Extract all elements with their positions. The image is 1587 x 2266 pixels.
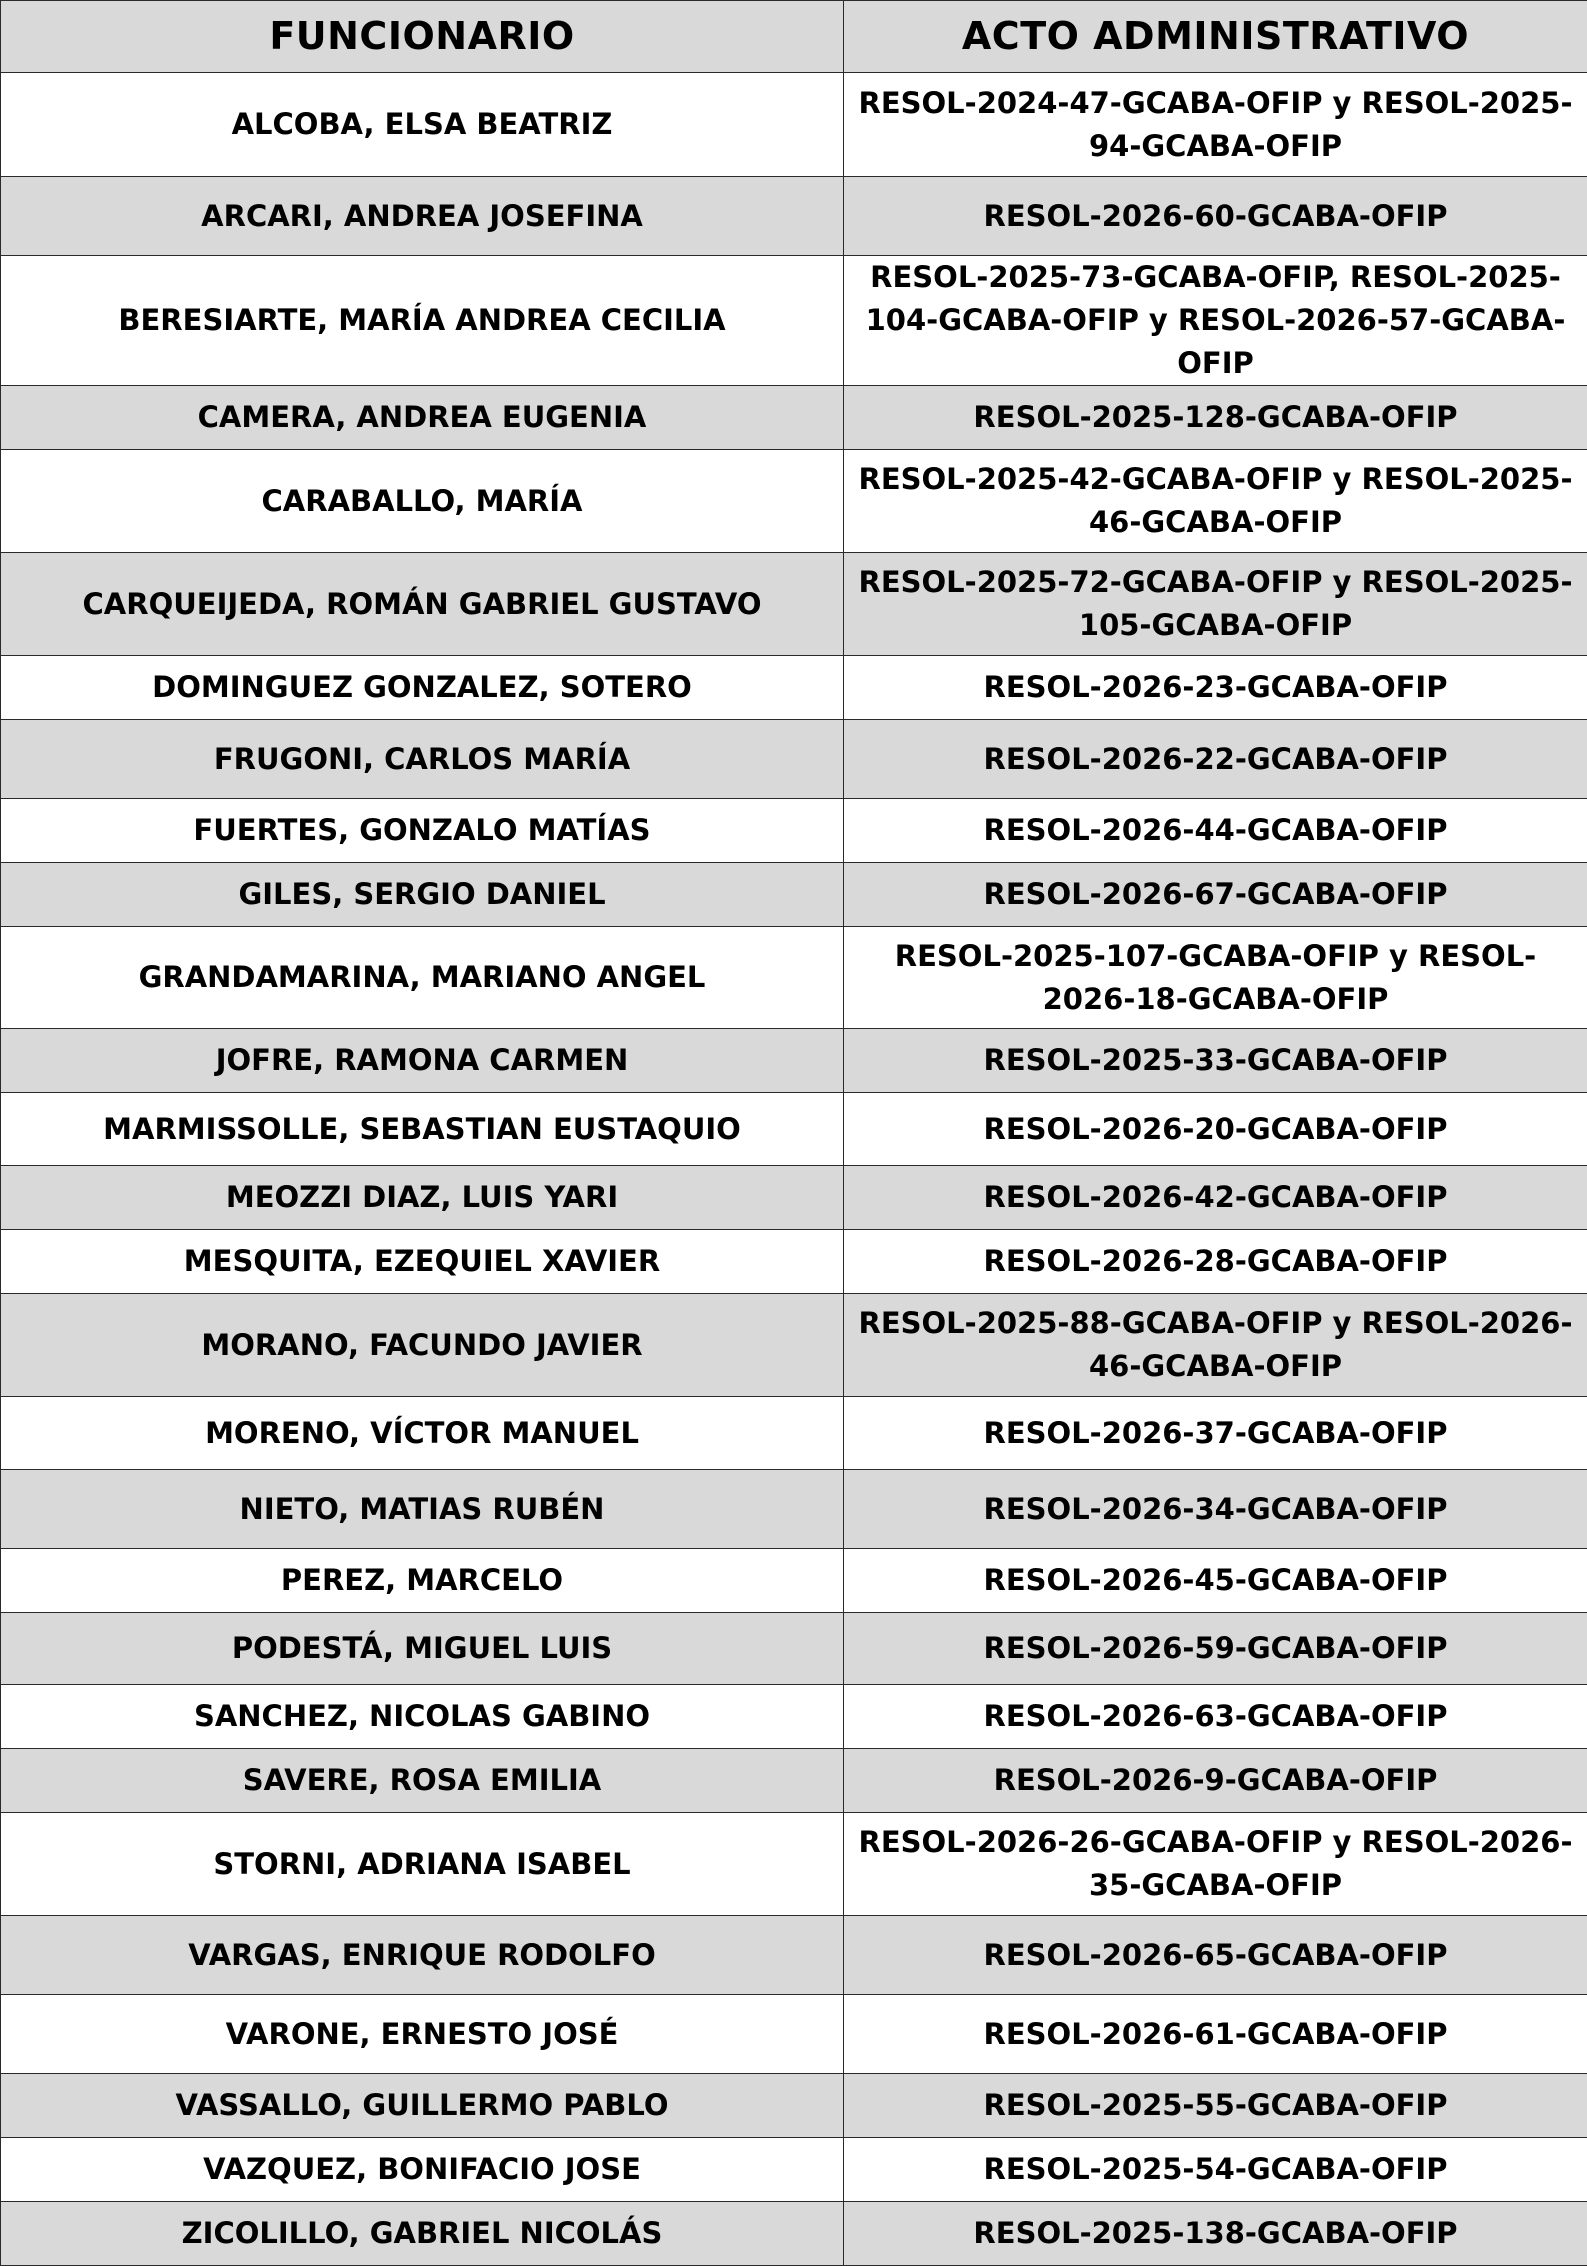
acto-administrativo-cell: RESOL-2026-45-GCABA-OFIP: [844, 1549, 1587, 1613]
table-row: [1, 1749, 1587, 1813]
funcionario-cell: BERESIARTE, MARÍA ANDREA CECILIA: [1, 256, 844, 386]
funcionario-cell: PEREZ, MARCELO: [1, 1549, 844, 1613]
table-row: [1, 1813, 1587, 1916]
funcionario-cell: SANCHEZ, NICOLAS GABINO: [1, 1685, 844, 1749]
table-row: [1, 927, 1587, 1029]
table-row: [1, 656, 1587, 720]
acto-administrativo-cell: RESOL-2026-65-GCABA-OFIP: [844, 1916, 1587, 1995]
funcionario-cell: MEOZZI DIAZ, LUIS YARI: [1, 1166, 844, 1230]
table-row: [1, 553, 1587, 656]
acto-administrativo-cell: RESOL-2026-63-GCABA-OFIP: [844, 1685, 1587, 1749]
table-row: [1, 1470, 1587, 1549]
acto-administrativo-cell: RESOL-2026-28-GCABA-OFIP: [844, 1230, 1587, 1294]
funcionario-cell: FRUGONI, CARLOS MARÍA: [1, 720, 844, 799]
table-row: [1, 1029, 1587, 1093]
acto-administrativo-cell: RESOL-2025-72-GCABA-OFIP y RESOL-2025-105-GCABA-OFIP: [844, 553, 1587, 656]
acto-administrativo-cell: RESOL-2026-59-GCABA-OFIP: [844, 1613, 1587, 1685]
funcionario-cell: CAMERA, ANDREA EUGENIA: [1, 386, 844, 450]
table-row: [1, 720, 1587, 799]
acto-administrativo-cell: RESOL-2026-9-GCABA-OFIP: [844, 1749, 1587, 1813]
table-row: [1, 1995, 1587, 2074]
table-row: [1, 1093, 1587, 1166]
acto-administrativo-cell: RESOL-2026-42-GCABA-OFIP: [844, 1166, 1587, 1230]
table-row: [1, 1685, 1587, 1749]
table-row: [1, 1294, 1587, 1397]
funcionario-cell: VASSALLO, GUILLERMO PABLO: [1, 2074, 844, 2138]
funcionario-cell: SAVERE, ROSA EMILIA: [1, 1749, 844, 1813]
table-row: [1, 1230, 1587, 1294]
funcionario-cell: VAZQUEZ, BONIFACIO JOSE: [1, 2138, 844, 2202]
table-row: [1, 1549, 1587, 1613]
table-row: [1, 177, 1587, 256]
funcionario-cell: GRANDAMARINA, MARIANO ANGEL: [1, 927, 844, 1029]
acto-administrativo-cell: RESOL-2025-128-GCABA-OFIP: [844, 386, 1587, 450]
funcionario-cell: MESQUITA, EZEQUIEL XAVIER: [1, 1230, 844, 1294]
acto-administrativo-cell: RESOL-2026-22-GCABA-OFIP: [844, 720, 1587, 799]
acto-administrativo-cell: RESOL-2025-107-GCABA-OFIP y RESOL-2026-18-GCABA-OFIP: [844, 927, 1587, 1029]
funcionario-cell: CARQUEIJEDA, ROMÁN GABRIEL GUSTAVO: [1, 553, 844, 656]
table-row: [1, 1613, 1587, 1685]
funcionario-cell: JOFRE, RAMONA CARMEN: [1, 1029, 844, 1093]
funcionario-cell: MORENO, VÍCTOR MANUEL: [1, 1397, 844, 1470]
acto-administrativo-cell: RESOL-2025-73-GCABA-OFIP, RESOL-2025-104-GCABA-OFIP y RESOL-2026-57-GCABA-OFIP: [844, 256, 1587, 386]
acto-administrativo-cell: RESOL-2026-26-GCABA-OFIP y RESOL-2026-35-GCABA-OFIP: [844, 1813, 1587, 1916]
acto-administrativo-cell: RESOL-2026-67-GCABA-OFIP: [844, 863, 1587, 927]
acto-administrativo-cell: RESOL-2025-138-GCABA-OFIP: [844, 2202, 1587, 2266]
funcionario-cell: VARONE, ERNESTO JOSÉ: [1, 1995, 844, 2074]
funcionario-cell: NIETO, MATIAS RUBÉN: [1, 1470, 844, 1549]
table-row: [1, 2202, 1587, 2266]
table-row: [1, 1397, 1587, 1470]
funcionario-cell: MARMISSOLLE, SEBASTIAN EUSTAQUIO: [1, 1093, 844, 1166]
acto-administrativo-cell: RESOL-2026-34-GCABA-OFIP: [844, 1470, 1587, 1549]
funcionario-cell: DOMINGUEZ GONZALEZ, SOTERO: [1, 656, 844, 720]
table-row: [1, 2138, 1587, 2202]
table-row: [1, 1166, 1587, 1230]
acto-administrativo-cell: RESOL-2025-42-GCABA-OFIP y RESOL-2025-46-GCABA-OFIP: [844, 450, 1587, 553]
table-row: [1, 256, 1587, 386]
acto-administrativo-cell: RESOL-2025-88-GCABA-OFIP y RESOL-2026-46-GCABA-OFIP: [844, 1294, 1587, 1397]
funcionario-cell: STORNI, ADRIANA ISABEL: [1, 1813, 844, 1916]
acto-administrativo-cell: RESOL-2025-54-GCABA-OFIP: [844, 2138, 1587, 2202]
acto-administrativo-cell: RESOL-2026-44-GCABA-OFIP: [844, 799, 1587, 863]
acto-administrativo-cell: RESOL-2025-33-GCABA-OFIP: [844, 1029, 1587, 1093]
funcionario-cell: CARABALLO, MARÍA: [1, 450, 844, 553]
funcionario-cell: ARCARI, ANDREA JOSEFINA: [1, 177, 844, 256]
acto-administrativo-cell: RESOL-2026-23-GCABA-OFIP: [844, 656, 1587, 720]
acto-administrativo-cell: RESOL-2026-61-GCABA-OFIP: [844, 1995, 1587, 2074]
table-body: [1, 73, 1587, 2266]
table-row: [1, 799, 1587, 863]
funcionario-cell: PODESTÁ, MIGUEL LUIS: [1, 1613, 844, 1685]
header-funcionario: FUNCIONARIO: [1, 1, 844, 73]
funcionario-cell: MORANO, FACUNDO JAVIER: [1, 1294, 844, 1397]
acto-administrativo-cell: RESOL-2024-47-GCABA-OFIP y RESOL-2025-94-GCABA-OFIP: [844, 73, 1587, 177]
funcionario-cell: GILES, SERGIO DANIEL: [1, 863, 844, 927]
table-row: [1, 863, 1587, 927]
funcionario-cell: ZICOLILLO, GABRIEL NICOLÁS: [1, 2202, 844, 2266]
table-row: [1, 1916, 1587, 1995]
table-row: [1, 2074, 1587, 2138]
header-row: [1, 1, 1587, 73]
table-row: [1, 386, 1587, 450]
acto-administrativo-cell: RESOL-2025-55-GCABA-OFIP: [844, 2074, 1587, 2138]
acto-administrativo-cell: RESOL-2026-60-GCABA-OFIP: [844, 177, 1587, 256]
header-acto-administrativo: ACTO ADMINISTRATIVO: [844, 1, 1587, 73]
funcionario-cell: VARGAS, ENRIQUE RODOLFO: [1, 1916, 844, 1995]
funcionario-cell: ALCOBA, ELSA BEATRIZ: [1, 73, 844, 177]
table-row: [1, 73, 1587, 177]
funcionario-cell: FUERTES, GONZALO MATÍAS: [1, 799, 844, 863]
acto-administrativo-cell: RESOL-2026-37-GCABA-OFIP: [844, 1397, 1587, 1470]
table-row: [1, 450, 1587, 553]
acto-administrativo-cell: RESOL-2026-20-GCABA-OFIP: [844, 1093, 1587, 1166]
